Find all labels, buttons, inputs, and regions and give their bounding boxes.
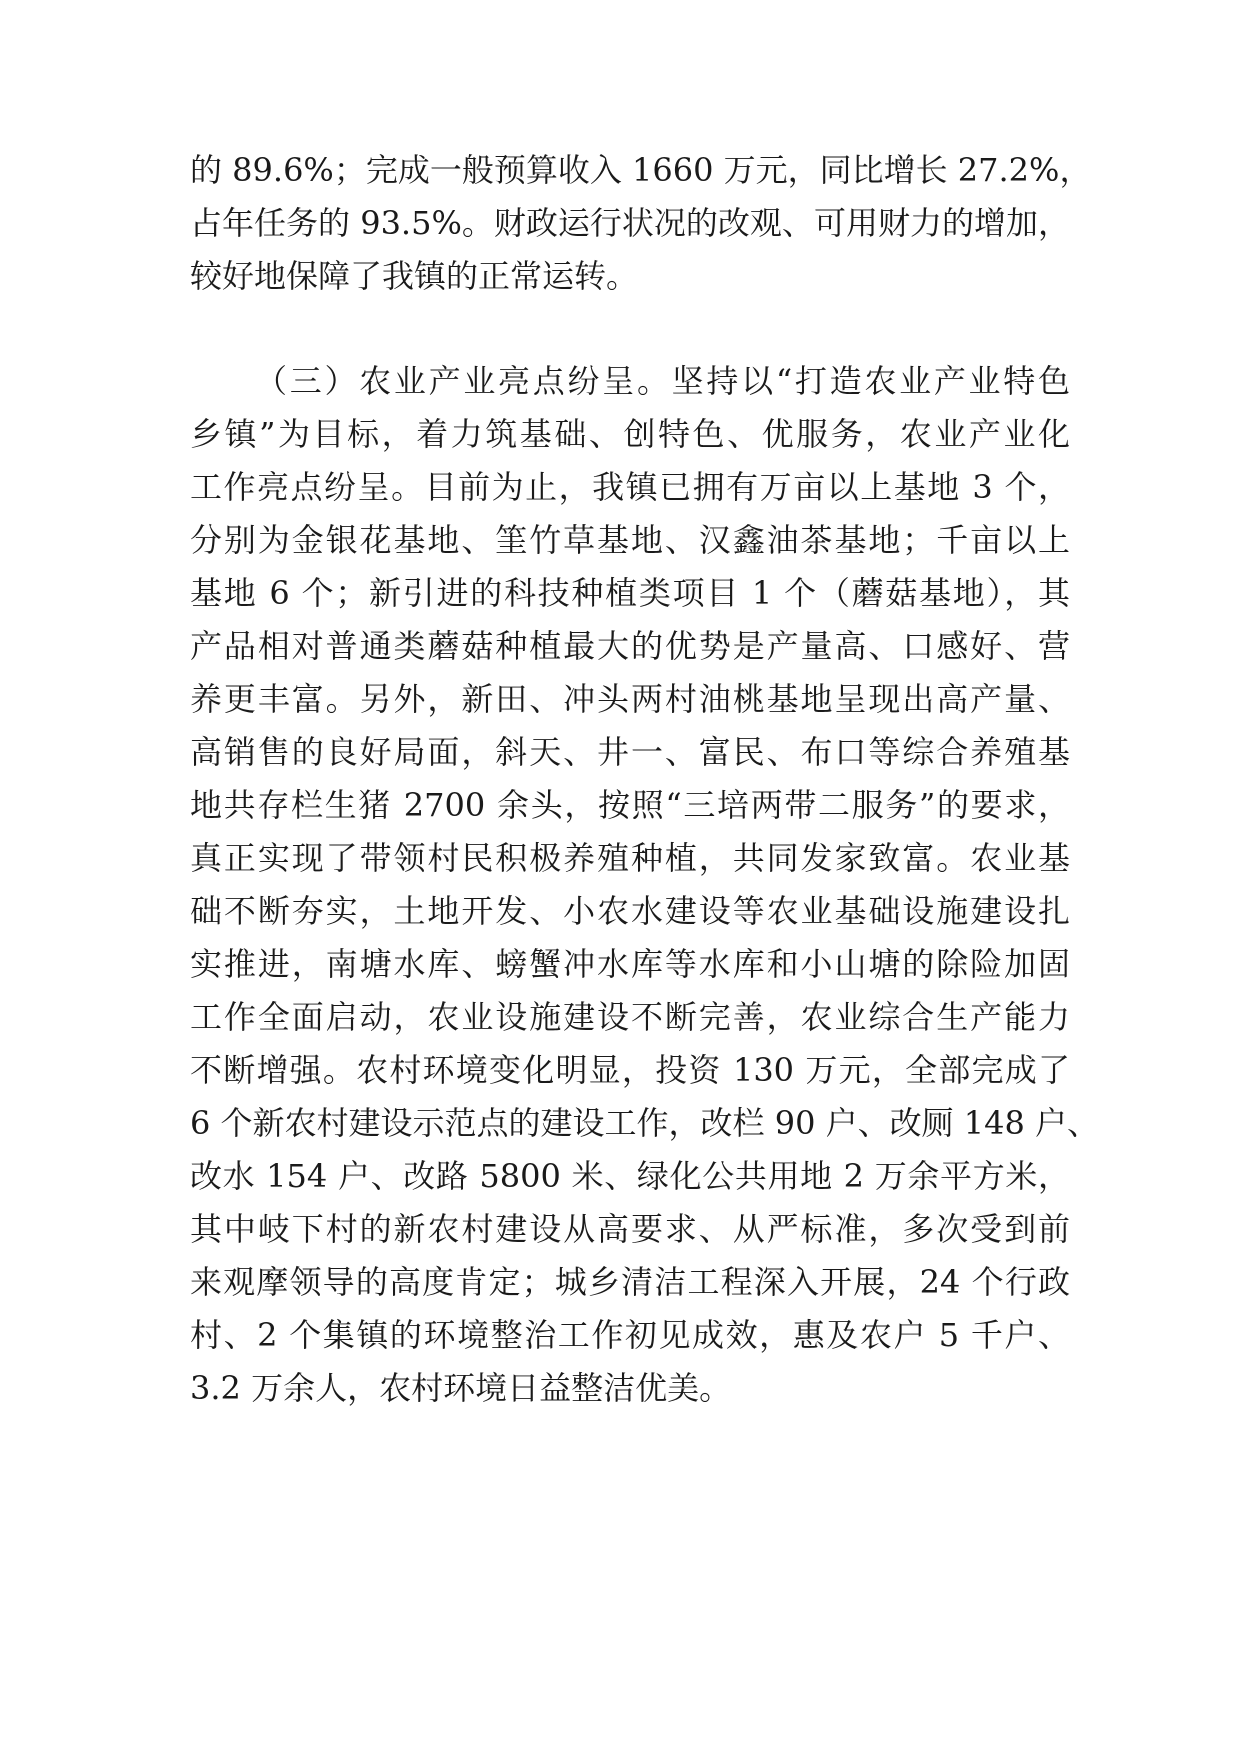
text-line: 改水 154 户、改路 5800 米、绿化公共用地 2 万余平方米， [190, 1157, 1070, 1195]
text-line: 础不断夯实，土地开发、小农水建设等农业基础设施建设扎 [190, 892, 1070, 930]
text-line: 实推进，南塘水库、螃蟹冲水库等水库和小山塘的除险加固 [190, 945, 1070, 983]
text-line: 工作亮点纷呈。目前为止，我镇已拥有万亩以上基地 3 个， [190, 468, 1070, 506]
text-line: 分别为金银花基地、筀竹草基地、汉鑫油茶基地；千亩以上 [190, 521, 1070, 559]
text-line: 乡镇”为目标，着力筑基础、创特色、优服务，农业产业化 [190, 415, 1070, 453]
section-heading-line: （三）农业产业亮点纷呈。坚持以“打造农业产业特色 [255, 362, 1070, 400]
text-line: 地共存栏生猪 2700 余头，按照“三培两带二服务”的要求， [190, 786, 1070, 824]
text-line: 村、2 个集镇的环境整治工作初见成效，惠及农户 5 千户、 [190, 1316, 1070, 1354]
text-line: 较好地保障了我镇的正常运转。 [190, 257, 639, 295]
text-line: 占年任务的 93.5%。财政运行状况的改观、可用财力的增加， [190, 204, 1070, 242]
text-line: 高销售的良好局面，斜天、井一、富民、布口等综合养殖基 [190, 733, 1070, 771]
text-line: 基地 6 个；新引进的科技种植类项目 1 个（蘑菇基地），其 [190, 574, 1070, 612]
text-line: 真正实现了带领村民积极养殖种植，共同发家致富。农业基 [190, 839, 1070, 877]
text-line: 的 89.6%；完成一般预算收入 1660 万元，同比增长 27.2%， [190, 151, 1092, 189]
text-line: 3.2 万余人，农村环境日益整洁优美。 [190, 1369, 732, 1407]
text-line: 不断增强。农村环境变化明显，投资 130 万元，全部完成了 [190, 1051, 1070, 1089]
text-line: 6 个新农村建设示范点的建设工作，改栏 90 户、改厕 148 户、 [190, 1104, 1100, 1142]
text-line: 产品相对普通类蘑菇种植最大的优势是产量高、口感好、营 [190, 627, 1070, 665]
text-line: 养更丰富。另外，新田、冲头两村油桃基地呈现出高产量、 [190, 680, 1070, 718]
text-line: 工作全面启动，农业设施建设不断完善，农业综合生产能力 [190, 998, 1070, 1036]
text-line: 来观摩领导的高度肯定；城乡清洁工程深入开展，24 个行政 [190, 1263, 1070, 1301]
text-line: 其中岐下村的新农村建设从高要求、从严标准，多次受到前 [190, 1210, 1070, 1248]
